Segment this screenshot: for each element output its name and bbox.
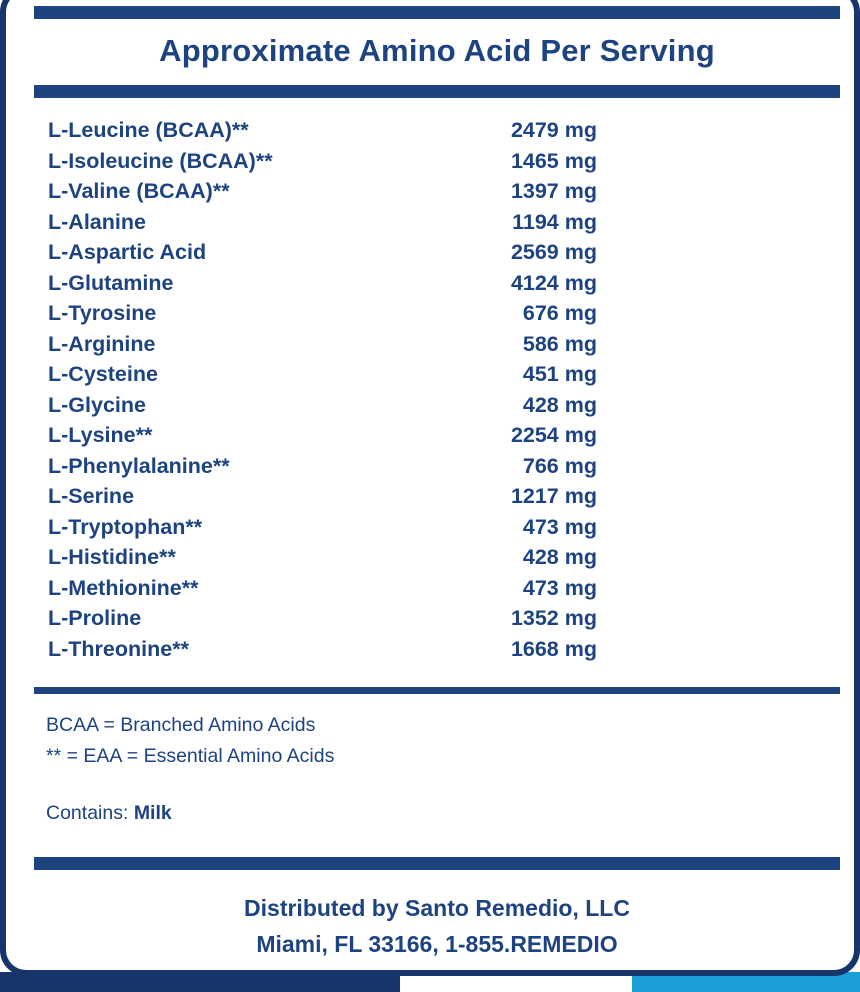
list-item	[34, 271, 840, 302]
list-item	[34, 179, 840, 210]
amino-acid-amount: 1352 mg	[510, 606, 597, 630]
amino-acid-name: L-Methionine**	[48, 575, 199, 600]
list-item	[34, 210, 840, 241]
amino-acid-name: L-Leucine (BCAA)**	[48, 118, 249, 142]
amino-acid-name: L-Valine (BCAA)**	[48, 179, 230, 203]
amino-acid-name: L-Phenylalanine**	[48, 453, 230, 478]
contains-label: Contains:	[46, 802, 134, 824]
footnote-bcaa: BCAA = Branched Amino Acids	[46, 714, 316, 736]
amino-acid-name: L-Aspartic Acid	[48, 240, 207, 264]
amino-acid-name: L-Glycine	[48, 392, 146, 417]
amino-acid-amount: 473 mg	[522, 575, 597, 600]
list-item	[34, 362, 840, 393]
amino-acid-name: L-Arginine	[48, 331, 156, 356]
amino-acid-name: L-Isoleucine (BCAA)**	[48, 148, 273, 173]
list-item	[34, 576, 840, 607]
amino-acid-name: L-Alanine	[48, 209, 146, 234]
distributor-name: Distributed by Santo Remedio, LLC	[244, 895, 630, 921]
list-item	[34, 332, 840, 363]
amino-acid-amount: 4124 mg	[510, 270, 597, 295]
amino-acid-amount: 2479 mg	[510, 118, 597, 142]
amino-acid-amount: 428 mg	[522, 392, 597, 417]
amino-acid-name: L-Glutamine	[48, 270, 174, 295]
amino-acid-amount: 676 mg	[522, 301, 597, 325]
contains-value: Milk	[133, 802, 172, 824]
list-item	[34, 301, 840, 332]
list-item	[34, 393, 840, 424]
divider-top	[34, 6, 840, 19]
amino-acid-amount: 2569 mg	[510, 240, 597, 264]
list-item	[34, 484, 840, 515]
amino-acid-amount: 1217 mg	[510, 484, 597, 508]
divider-under-list	[34, 687, 840, 694]
label-content	[34, 6, 840, 962]
list-item	[34, 637, 840, 668]
list-item	[34, 545, 840, 576]
amino-acid-amount: 428 mg	[522, 545, 597, 569]
page-title: Approximate Amino Acid Per Serving	[159, 33, 715, 68]
footnotes-section	[34, 694, 840, 825]
divider-above-distributor	[34, 857, 840, 870]
amino-acid-amount: 586 mg	[522, 331, 597, 356]
footnote-eaa: ** = EAA = Essential Amino Acids	[46, 745, 335, 767]
amino-acid-name: L-Proline	[48, 606, 142, 630]
distributor-block	[34, 870, 840, 962]
list-item	[34, 454, 840, 485]
allergen-statement	[46, 802, 840, 825]
divider-under-title	[34, 85, 840, 98]
list-item	[34, 423, 840, 454]
amino-acid-name: L-Tryptophan**	[48, 514, 203, 539]
amino-acid-amount: 1397 mg	[510, 179, 597, 203]
amino-acid-list	[34, 98, 840, 667]
amino-acid-name: L-Lysine**	[48, 423, 153, 447]
list-item	[34, 515, 840, 546]
list-item	[34, 149, 840, 180]
list-item	[34, 606, 840, 637]
amino-acid-amount: 451 mg	[522, 362, 597, 386]
amino-acid-name: L-Tyrosine	[48, 301, 157, 325]
amino-acid-name: L-Threonine**	[48, 636, 189, 661]
amino-acid-name: L-Histidine**	[48, 545, 176, 569]
amino-acid-amount: 766 mg	[522, 453, 597, 478]
amino-acid-amount: 2254 mg	[510, 423, 597, 447]
list-item	[34, 240, 840, 271]
amino-acid-amount: 473 mg	[522, 514, 597, 539]
amino-acid-amount: 1465 mg	[510, 148, 597, 173]
distributor-address: Miami, FL 33166, 1-855.REMEDIO	[256, 931, 618, 957]
amino-acid-name: L-Serine	[48, 484, 135, 508]
list-item	[34, 118, 840, 149]
amino-acid-name: L-Cysteine	[48, 362, 158, 386]
amino-acid-amount: 1668 mg	[510, 636, 597, 661]
amino-acid-amount: 1194 mg	[512, 209, 597, 234]
